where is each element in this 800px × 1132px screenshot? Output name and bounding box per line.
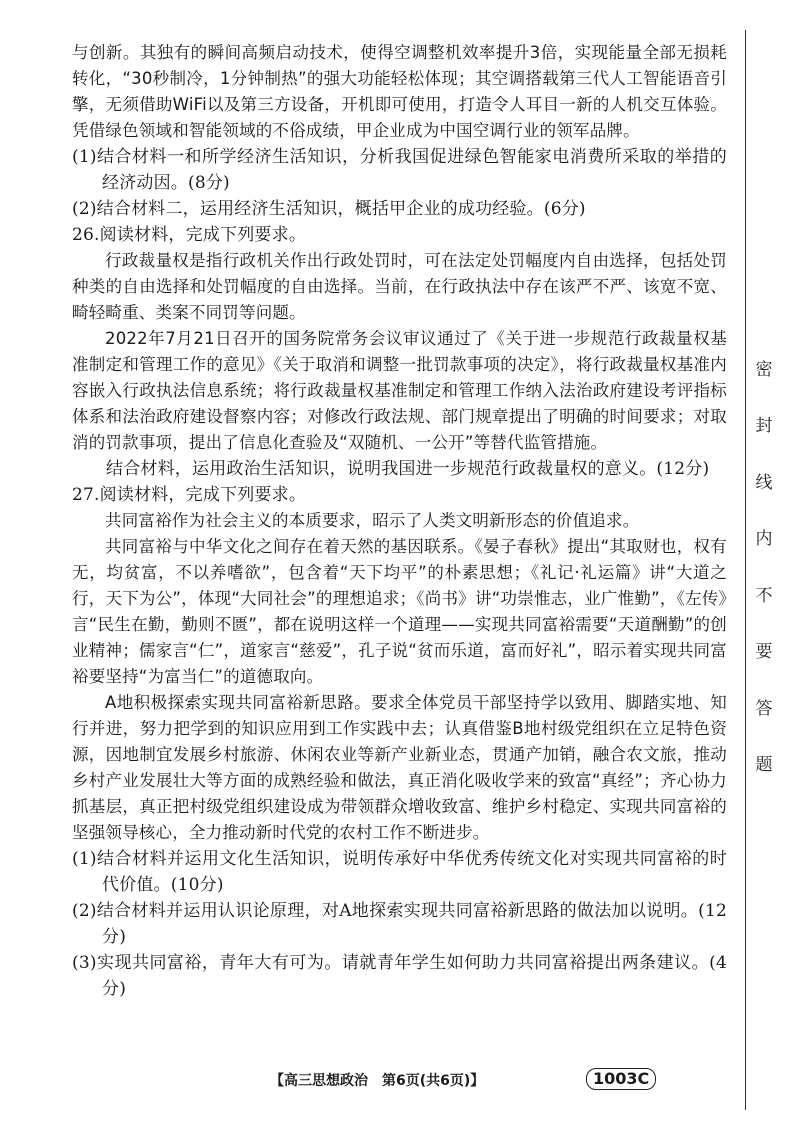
binding-char: 密 (755, 360, 773, 380)
binding-char: 封 (755, 416, 773, 437)
q26-heading: 26.阅读材料，完成下列要求。 (72, 225, 307, 245)
binding-char: 线 (755, 472, 773, 493)
binding-char: 不 (755, 585, 773, 606)
q27-subquestion-3: (3)实现共同富裕，青年大有可为。请就青年学生如何助力共同富裕提出两条建议。(4分) (72, 953, 727, 999)
q26-material-1: 行政裁量权是指行政机关作出行政处罚时，可在法定处罚幅度内自由选择，包括处罚种类的自由选择和处罚幅度的自由选择。当前，在行政执法中存在该严不严、该宽不宽、畸轻畸重、类案不同罚等问题。 (72, 251, 727, 322)
q27-subquestion-1: (1)结合材料并运用文化生活知识，说明传承好中华优秀传统文化对实现共同富裕的时代价值。(10分) (72, 849, 727, 895)
q27-material-1: 共同富裕作为社会主义的本质要求，昭示了人类文明新形态的价值追求。 (105, 511, 640, 530)
q25-subquestion-1: (1)结合材料一和所学经济生活知识，分析我国促进绿色智能家电消费所采取的举措的经济动因。(8分) (72, 147, 727, 193)
q26-question: 结合材料，运用政治生活知识，说明我国进一步规范行政裁量权的意义。(12分) (106, 459, 710, 479)
binding-char: 答 (755, 698, 773, 719)
exam-code-badge: 1003C (586, 1068, 656, 1090)
q26-material-2: 2022年7月21日召开的国务院常务会议审议通过了《关于进一步规范行政裁量权基准制定和管理工作的意见》《关于取消和调整一批罚款事项的决定》，将行政裁量权基准内容嵌入行政执法信息系统；将行政裁量权基准制定和管理工作纳入法治政府建设考评指标体系和法治政府建设督察内容；对修改行政法规、部门规章提出了明确的时间要求；对取消的罚款事项，提出了信息化查验及“双随机、一公开”等替代监管措施。 (72, 329, 727, 452)
binding-char: 要 (755, 642, 773, 663)
q25-material-tail: 与创新。其独有的瞬间高频启动技术，使得空调整机效率提升3倍，实现能量全部无损耗转化，“30秒制冷，1分钟制热”的强大功能轻松体现；其空调搭载第三代人工智能语音引擎，无须借助WiFi以及第三方设备，开机即可使用，打造令人耳目一新的人机交互体验。凭借绿色领域和智能领域的不俗成绩，甲企业成为中国空调行业的领军品牌。 (72, 43, 727, 140)
binding-char: 内 (755, 529, 773, 550)
q27-subquestion-2: (2)结合材料并运用认识论原理，对A地探索实现共同富裕新思路的做法加以说明。(12分) (72, 901, 727, 947)
binding-line (745, 30, 746, 1110)
page-footer (0, 1068, 745, 1092)
q27-heading: 27.阅读材料，完成下列要求。 (72, 485, 307, 505)
q27-material-3: A地积极探索实现共同富裕新思路。要求全体党员干部坚持学以致用、脚踏实地、知行并进，努力把学到的知识应用到工作实践中去；认真借鉴B地村级党组织在立足特色资源，因地制宜发展乡村旅游、休闲农业等新产业新业态，贯通产加销，融合农文旅，推动乡村产业发展壮大等方面的成熟经验和做法，真正消化吸收学来的致富“真经”；齐心协力抓基层，真正把村级党组织建设成为带领群众增收致富、维护乡村稳定、实现共同富裕的坚强领导核心，全力推动新时代党的农村工作不断进步。 (72, 693, 727, 842)
exam-content (72, 40, 727, 1002)
page-label: 【高三思想政治 第6页(共6页)】 (270, 1073, 485, 1089)
q27-material-2: 共同富裕与中华文化之间存在着天然的基因联系。《晏子春秋》提出“其取财也，权有无，均贫富，不以养嗜欲”，包含着“天下均平”的朴素思想；《礼记·礼运篇》讲“大道之行，天下为公”，体现“大同社会”的理想追求；《尚书》讲“功崇惟志，业广惟勤”，《左传》言“民生在勤，勤则不匮”，都在说明这样一个道理——实现共同富裕需要“天道酬勤”的创业精神；儒家言“仁”，道家言“慈爱”，孔子说“贫而乐道，富而好礼”，昭示着实现共同富裕要坚持“为富当仁”的道德取向。 (72, 537, 727, 686)
binding-char: 题 (755, 754, 773, 775)
q25-subquestion-2: (2)结合材料二，运用经济生活知识，概括甲企业的成功经验。(6分) (72, 199, 586, 219)
binding-notice (752, 355, 776, 775)
